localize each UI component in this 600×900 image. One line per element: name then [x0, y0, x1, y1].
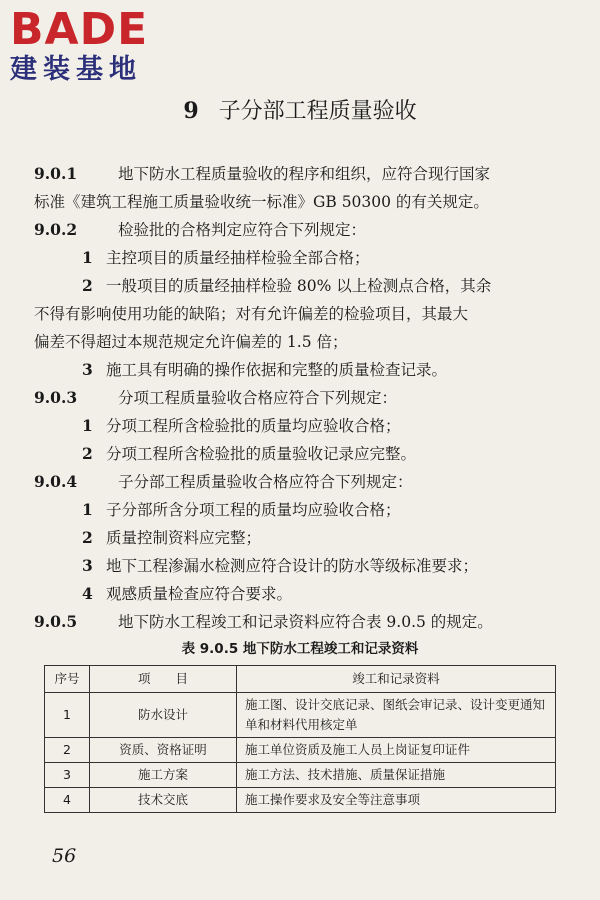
cell-records: 施工图、设计交底记录、图纸会审记录、设计变更通知单和材料代用核定单	[237, 693, 556, 738]
cell-no: 3	[45, 763, 90, 788]
text-line	[34, 328, 552, 356]
item-number: 1	[82, 416, 93, 435]
list-item	[34, 580, 552, 608]
clause-line	[34, 216, 552, 244]
table-row	[45, 788, 556, 813]
list-item	[34, 524, 552, 552]
text-line	[34, 188, 552, 216]
clause-line	[34, 468, 552, 496]
col-header-no: 序号	[45, 666, 90, 693]
clause-line	[34, 160, 552, 188]
cell-no: 1	[45, 693, 90, 738]
clause-line	[34, 608, 552, 636]
cell-item: 防水设计	[90, 693, 237, 738]
records-table	[44, 665, 556, 813]
chapter-heading	[0, 96, 600, 127]
list-item	[34, 552, 552, 580]
line-text: 分项工程所含检验批的质量验收记录应完整。	[106, 445, 417, 463]
table-header-row	[45, 666, 556, 693]
line-text: 观感质量检查应符合要求。	[106, 585, 293, 603]
clause-number: 9.0.3	[34, 388, 78, 407]
clause-number: 9.0.2	[34, 220, 78, 239]
line-text: 地下防水工程质量验收的程序和组织，应符合现行国家	[118, 165, 491, 183]
clause-number: 9.0.4	[34, 472, 78, 491]
list-item	[34, 440, 552, 468]
item-number: 1	[82, 500, 93, 519]
logo-subtitle: 建装基地	[10, 54, 142, 85]
list-item	[34, 496, 552, 524]
line-text: 分项工程质量验收合格应符合下列规定：	[118, 389, 398, 407]
line-text: 子分部所含分项工程的质量均应验收合格；	[106, 501, 401, 519]
clause-number: 9.0.1	[34, 164, 78, 183]
item-number: 1	[82, 248, 93, 267]
brand-logo	[10, 4, 148, 86]
cell-no: 2	[45, 738, 90, 763]
line-text: 地下防水工程竣工和记录资料应符合表 9.0.5 的规定。	[118, 613, 493, 631]
table-caption: 表 9.0.5 地下防水工程竣工和记录资料	[181, 641, 419, 657]
item-number: 4	[82, 584, 93, 603]
table-row	[45, 763, 556, 788]
col-header-records: 竣工和记录资料	[237, 666, 556, 693]
list-item	[34, 356, 552, 384]
item-number: 2	[82, 444, 93, 463]
cell-no: 4	[45, 788, 90, 813]
page-number: 56	[52, 845, 77, 867]
list-item	[34, 272, 552, 300]
clause-line	[34, 384, 552, 412]
item-number: 2	[82, 528, 93, 547]
line-text: 标准《建筑工程施工质量验收统一标准》GB 50300 的有关规定。	[34, 193, 489, 211]
cell-item: 技术交底	[90, 788, 237, 813]
logo-wordmark: BADE	[10, 4, 149, 55]
cell-records: 施工操作要求及安全等注意事项	[237, 788, 556, 813]
item-number: 3	[82, 556, 93, 575]
cell-records: 施工单位资质及施工人员上岗证复印证件	[237, 738, 556, 763]
line-text: 检验批的合格判定应符合下列规定：	[118, 221, 367, 239]
col-header-item: 项 目	[90, 666, 237, 693]
list-item	[34, 244, 552, 272]
line-text: 施工具有明确的操作依据和完整的质量检查记录。	[106, 361, 448, 379]
line-text: 分项工程所含检验批的质量均应验收合格；	[106, 417, 401, 435]
list-item	[34, 412, 552, 440]
cell-item: 资质、资格证明	[90, 738, 237, 763]
table-row	[45, 738, 556, 763]
line-text: 一般项目的质量经抽样检验 80% 以上检测点合格，其余	[106, 277, 492, 295]
text-line	[34, 300, 552, 328]
item-number: 3	[82, 360, 93, 379]
clause-number: 9.0.5	[34, 612, 78, 631]
chapter-number: 9	[183, 98, 199, 124]
line-text: 不得有影响使用功能的缺陷；对有允许偏差的检验项目，其最大	[34, 305, 469, 323]
cell-records: 施工方法、技术措施、质量保证措施	[237, 763, 556, 788]
chapter-title: 子分部工程质量验收	[218, 99, 417, 124]
cell-item: 施工方案	[90, 763, 237, 788]
item-number: 2	[82, 276, 93, 295]
line-text: 偏差不得超过本规范规定允许偏差的 1.5 倍；	[34, 333, 348, 351]
body-text	[34, 160, 552, 636]
line-text: 主控项目的质量经抽样检验全部合格；	[106, 249, 370, 267]
table-row	[45, 693, 556, 738]
line-text: 子分部工程质量验收合格应符合下列规定：	[118, 473, 413, 491]
line-text: 质量控制资料应完整；	[106, 529, 262, 547]
line-text: 地下工程渗漏水检测应符合设计的防水等级标准要求；	[106, 557, 479, 575]
